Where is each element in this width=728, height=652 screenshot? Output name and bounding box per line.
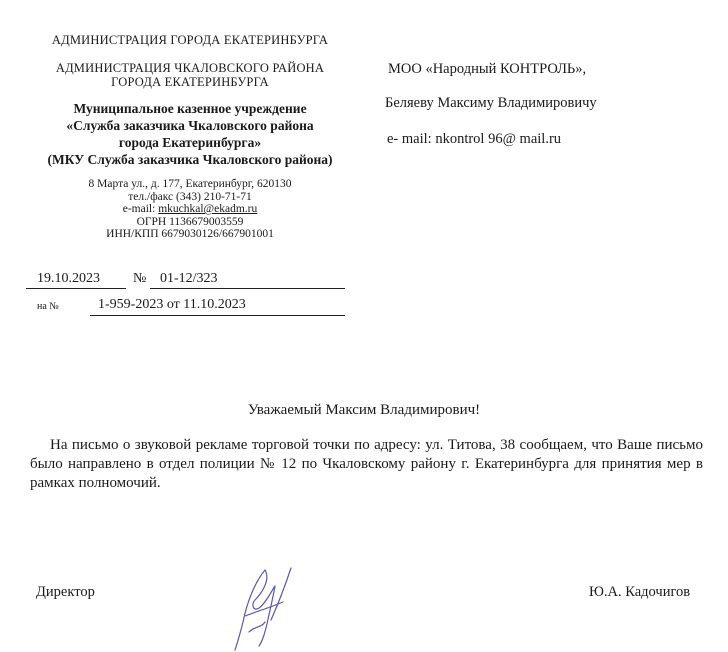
sender-phone: тел./факс (343) 210-71-71 xyxy=(128,190,252,203)
sender-email-line xyxy=(25,203,355,216)
sender-inn-kpp: ИНН/КПП 6679030126/667901001 xyxy=(106,228,274,240)
document-number-label: № xyxy=(133,271,147,286)
reference-underline xyxy=(90,315,345,316)
institution-line: города Екатеринбурга» xyxy=(118,135,262,150)
document-number: 01-12/323 xyxy=(160,271,218,286)
admin-district-line1: АДМИНИСТРАЦИЯ ЧКАЛОВСКОГО РАЙОНА xyxy=(55,61,325,75)
institution-line: (МКУ Служба заказчика Чкаловского района) xyxy=(47,152,333,167)
number-underline xyxy=(150,288,345,289)
institution-line: «Служба заказчика Чкаловского района xyxy=(66,118,314,133)
sender-address: 8 Марта ул., д. 177, Екатеринбург, 620130 xyxy=(88,178,292,190)
handwritten-signature xyxy=(225,562,305,652)
reference-number: 1-959-2023 от 11.10.2023 xyxy=(98,297,246,312)
admin-district-line2: ГОРОДА ЕКАТЕРИНБУРГА xyxy=(111,75,269,89)
letter-body: На письмо о звуковой рекламе торговой точки по адресу: ул. Титова, 38 сообщаем, что Ваше письмо было направлено в отдел полиции № 12 по Чкаловскому району г. Екатеринбурга для принятия мер в рамках полномочий. xyxy=(30,437,703,491)
admin-city-title: АДМИНИСТРАЦИЯ ГОРОДА ЕКАТЕРИНБУРГА xyxy=(51,33,329,47)
signature-position: Директор xyxy=(36,584,95,600)
sender-email-link[interactable]: mkuchkal@ekadm.ru xyxy=(158,203,258,215)
document-date: 19.10.2023 xyxy=(37,271,100,286)
greeting: Уважаемый Максим Владимирович! xyxy=(247,402,481,418)
institution-line: Муниципальное казенное учреждение xyxy=(73,101,307,116)
sender-email-label: e-mail: xyxy=(122,203,156,215)
date-underline xyxy=(26,288,126,289)
institution-block xyxy=(20,100,360,168)
recipient-person: Беляеву Максиму Владимировичу xyxy=(385,95,597,111)
recipient-org: МОО «Народный КОНТРОЛЬ», xyxy=(388,61,587,77)
signature-name: Ю.А. Кадочигов xyxy=(589,584,691,600)
sender-ogrn: ОГРН 1136679003559 xyxy=(136,215,244,228)
contact-block xyxy=(25,178,355,241)
reference-label: на № xyxy=(37,301,59,312)
recipient-email: e- mail: nkontrol 96@ mail.ru xyxy=(387,131,562,147)
